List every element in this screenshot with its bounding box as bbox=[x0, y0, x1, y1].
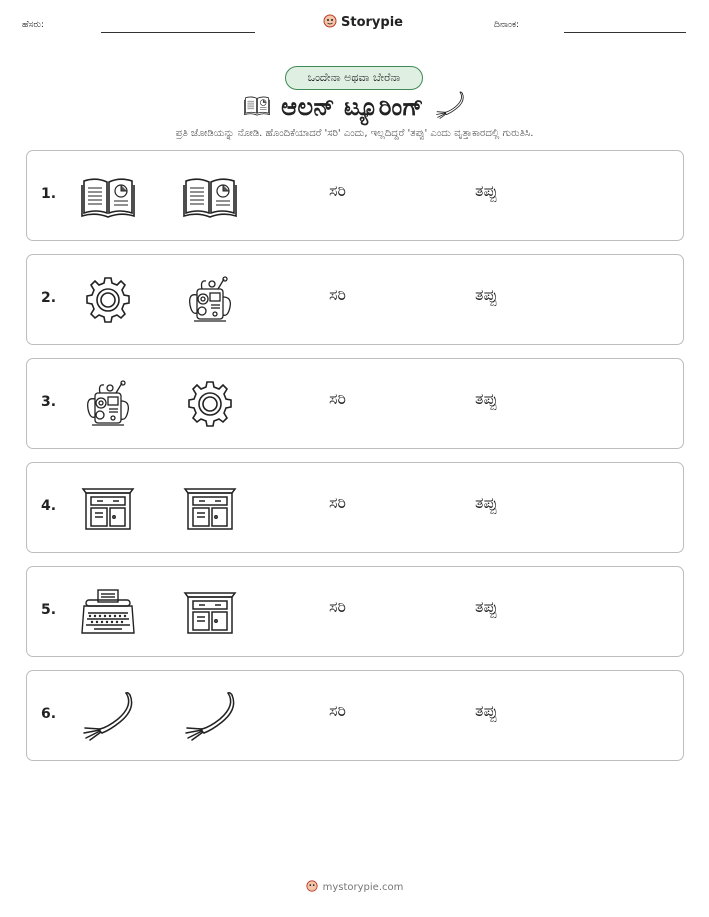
machine-icon bbox=[182, 275, 238, 325]
option-wrong[interactable]: ತಪ್ಪು bbox=[475, 701, 498, 720]
option-wrong[interactable]: ತಪ್ಪು bbox=[475, 493, 498, 512]
question-row bbox=[26, 670, 684, 761]
name-label: ಹೆಸರು: bbox=[22, 20, 45, 30]
option-correct[interactable]: ಸರಿ bbox=[329, 389, 346, 408]
question-number: 4. bbox=[41, 498, 57, 514]
question-number: 3. bbox=[41, 394, 57, 410]
question-number: 2. bbox=[41, 290, 57, 306]
brand-name: Storypie bbox=[341, 15, 403, 30]
brand bbox=[323, 13, 403, 32]
option-wrong[interactable]: ತಪ್ಪು bbox=[475, 389, 498, 408]
typewriter-icon bbox=[80, 587, 136, 637]
option-correct[interactable]: ಸರಿ bbox=[329, 493, 346, 512]
cabinet-icon bbox=[182, 587, 238, 637]
cabinet-icon bbox=[182, 483, 238, 533]
cabinet-icon bbox=[80, 483, 136, 533]
page-title: ಆಲನ್ ಟ್ಯೂರಿಂಗ್ bbox=[281, 93, 424, 121]
book-icon bbox=[80, 171, 136, 221]
footer-url[interactable]: mystorypie.com bbox=[322, 882, 404, 893]
date-label: ದಿನಾಂಕ: bbox=[494, 20, 520, 30]
book-icon bbox=[182, 171, 238, 221]
question-row bbox=[26, 462, 684, 553]
cable-icon bbox=[182, 691, 238, 741]
question-row bbox=[26, 254, 684, 345]
machine-icon bbox=[80, 379, 136, 429]
question-number: 1. bbox=[41, 186, 57, 202]
footer bbox=[0, 880, 709, 895]
question-row bbox=[26, 566, 684, 657]
option-wrong[interactable]: ತಪ್ಪು bbox=[475, 285, 498, 304]
title-row bbox=[0, 91, 709, 123]
question-row bbox=[26, 150, 684, 241]
option-correct[interactable]: ಸರಿ bbox=[329, 285, 346, 304]
question-row bbox=[26, 358, 684, 449]
instructions: ಪ್ರತಿ ಜೋಡಿಯನ್ನು ನೋಡಿ. ಹೊಂದಿಕೆಯಾದರೆ 'ಸರಿ' ಎಂದು, ಇಲ್ಲದಿದ್ದರೆ 'ತಪ್ಪು' ಎಂದು ವೃತ್ತಾಕಾರದಲ್ಲಿ ಗುರುತಿಸಿ. bbox=[175, 128, 534, 139]
worksheet-type-badge: ಒಂದೇನಾ ಅಥವಾ ಬೇರೆನಾ bbox=[285, 66, 423, 90]
option-wrong[interactable]: ತಪ್ಪು bbox=[475, 181, 498, 200]
option-wrong[interactable]: ತಪ್ಪು bbox=[475, 597, 498, 616]
gear-icon bbox=[80, 275, 136, 325]
storypie-logo-icon bbox=[306, 880, 318, 895]
cable-icon bbox=[434, 91, 466, 123]
book-icon bbox=[243, 93, 271, 121]
storypie-logo-icon bbox=[323, 13, 337, 32]
question-number: 6. bbox=[41, 706, 57, 722]
cable-icon bbox=[80, 691, 136, 741]
question-number: 5. bbox=[41, 602, 57, 618]
date-line[interactable] bbox=[564, 32, 686, 33]
option-correct[interactable]: ಸರಿ bbox=[329, 597, 346, 616]
name-line[interactable] bbox=[101, 32, 255, 33]
option-correct[interactable]: ಸರಿ bbox=[329, 701, 346, 720]
gear-icon bbox=[182, 379, 238, 429]
option-correct[interactable]: ಸರಿ bbox=[329, 181, 346, 200]
